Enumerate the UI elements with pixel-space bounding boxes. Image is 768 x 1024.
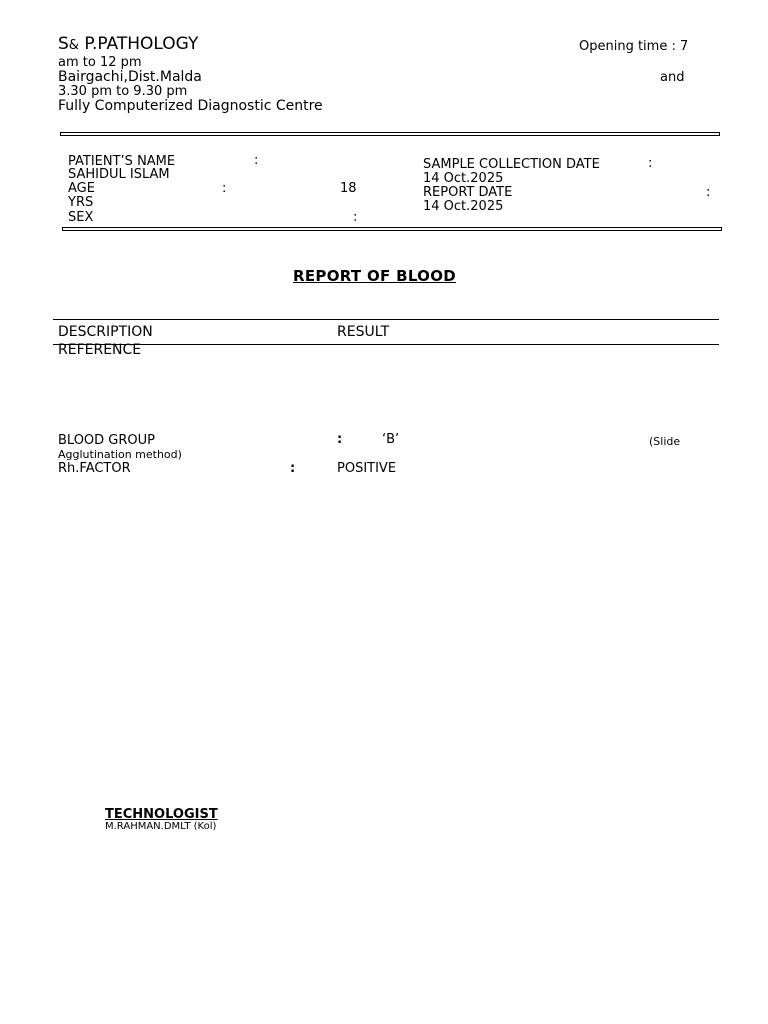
blood-group-label: BLOOD GROUP [58,433,155,448]
rh-factor-colon: : [290,461,296,476]
column-reference: REFERENCE [58,342,142,358]
table-header-top-rule [53,319,719,320]
sample-collection-date: 14 Oct.2025 [423,171,504,186]
evening-hours: 3.30 pm to 9.30 pm [58,84,188,99]
opening-time-label: Opening time : 7 [579,39,689,54]
report-title: REPORT OF BLOOD [293,267,457,285]
sample-collection-label: SAMPLE COLLECTION DATE [423,157,600,172]
blood-group-reference-part2: Agglutination method) [58,448,182,461]
blood-group-result: ‘B’ [382,432,400,447]
age-value: 18 [340,181,357,196]
technologist-label: TECHNOLOGIST [105,807,218,822]
report-date-value: 14 Oct.2025 [423,199,504,210]
and-text: and [660,70,685,85]
patient-name-colon: : [254,153,259,168]
header-divider [60,132,720,136]
patient-name-label: PATIENT’S NAME [68,154,176,169]
sex-colon: : [353,210,358,225]
report-date-colon: : [706,185,711,200]
age-label: AGE [68,181,95,196]
lab-name-rest: P.PATHOLOGY [78,34,199,54]
patient-box-bottom-divider [62,227,722,231]
patient-info-box [62,150,720,210]
lab-name [58,34,198,54]
lab-address: Bairgachi,Dist.Malda [58,69,202,85]
column-description: DESCRIPTION [58,324,153,340]
rh-factor-result: POSITIVE [337,461,397,476]
report-date-label: REPORT DATE [423,185,513,200]
lab-name-ampersand: & [68,38,79,53]
age-colon: : [222,181,227,196]
lab-tagline: Fully Computerized Diagnostic Centre [58,98,323,114]
column-result: RESULT [337,324,390,340]
opening-time-line2: am to 12 pm [58,55,142,70]
technologist-name: M.RAHMAN.DMLT (Kol) [105,821,217,832]
sample-collection-colon: : [648,156,653,171]
sex-label: SEX [68,210,94,225]
blood-group-colon: : [337,432,343,447]
lab-name-prefix: S [58,34,69,54]
rh-factor-label: Rh.FACTOR [58,461,131,476]
age-unit: YRS [68,195,94,210]
patient-name-value: SAHIDUL ISLAM [68,167,170,182]
blood-group-reference-part1: (Slide [649,435,681,448]
table-header-bottom-rule [53,344,719,345]
